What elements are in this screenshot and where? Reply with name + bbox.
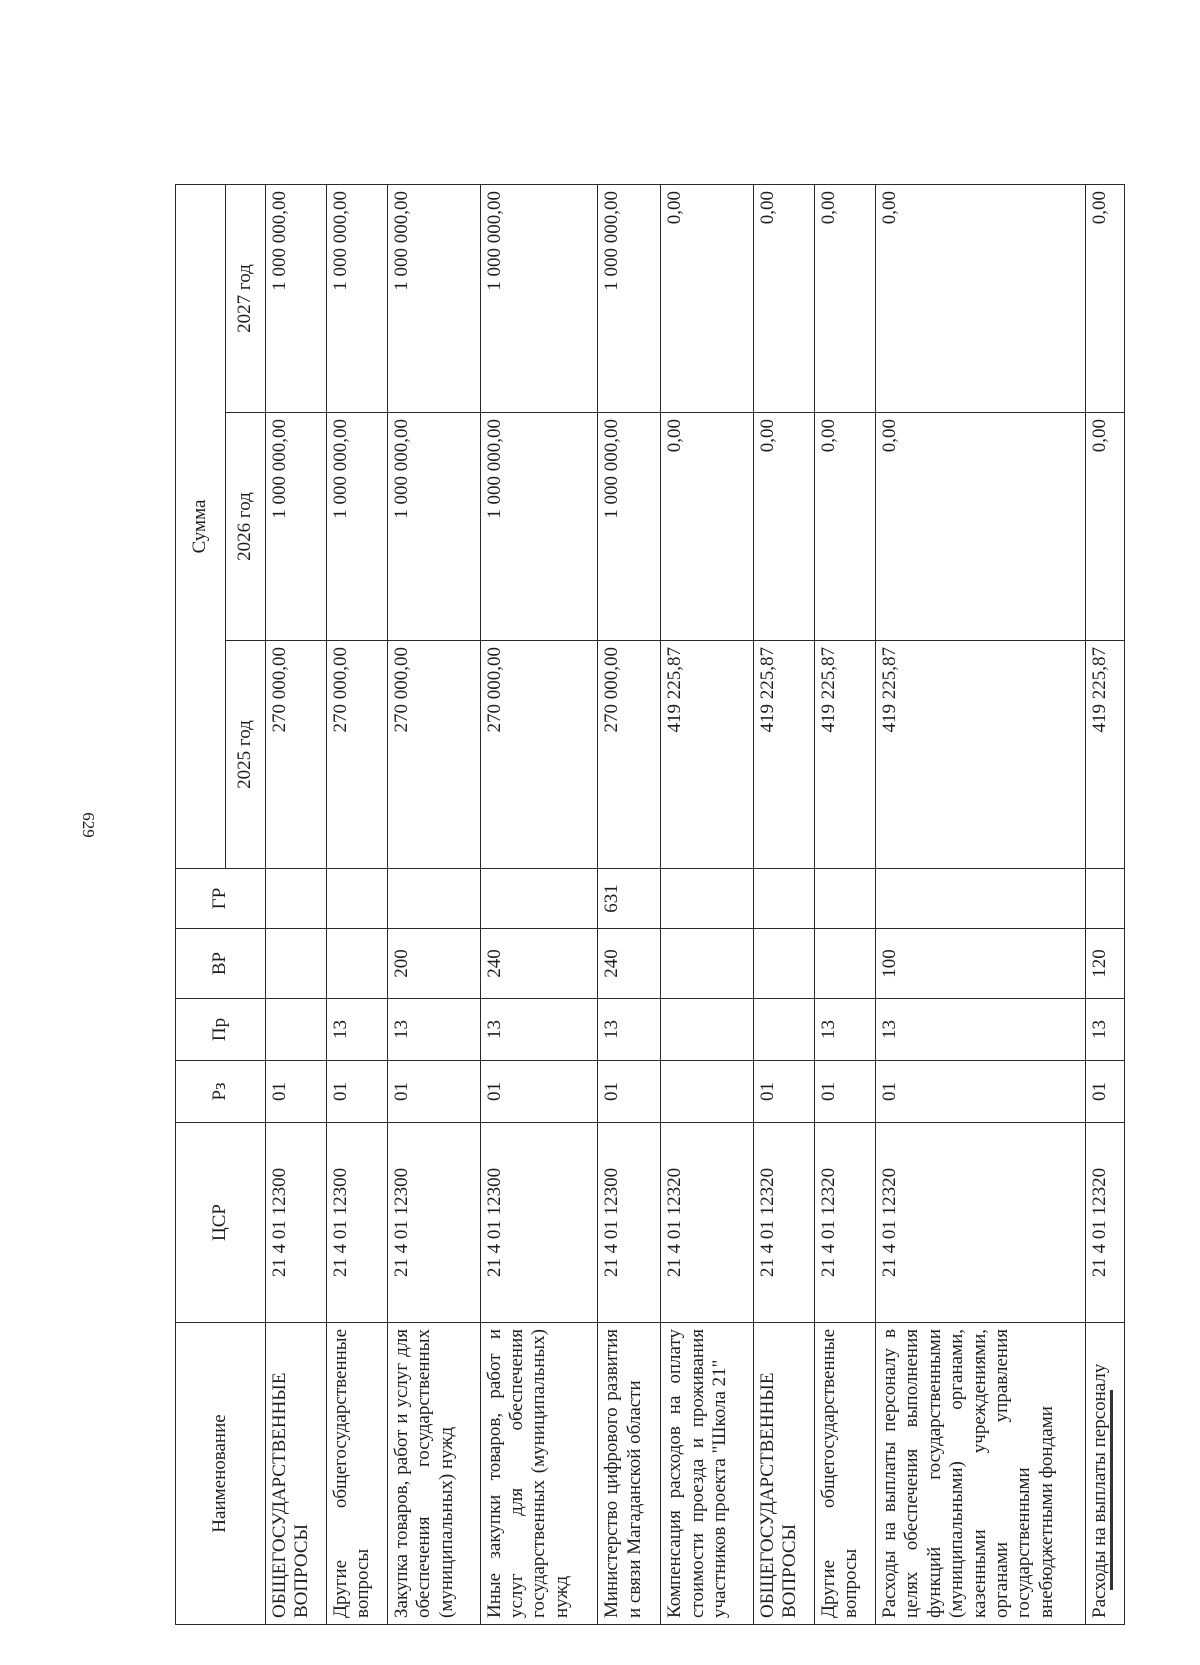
- cell-vr: [661, 929, 754, 999]
- cell-gr: [754, 869, 815, 929]
- table-row: [598, 184, 661, 1624]
- cell-name: Другие общегосударственные вопросы: [327, 1323, 388, 1625]
- cell-sum-2025: 419 225,87: [754, 641, 815, 869]
- cell-vr: 240: [480, 929, 598, 999]
- table-row: [388, 184, 481, 1624]
- cell-gr: [266, 869, 327, 929]
- cell-gr: [661, 869, 754, 929]
- cell-gr: [815, 869, 876, 929]
- cell-sum-2026: 1 000 000,00: [480, 413, 598, 641]
- cell-csr: 21 4 01 12300: [266, 1123, 327, 1323]
- cell-csr: 21 4 01 12300: [388, 1123, 481, 1323]
- cell-pr: 13: [1086, 999, 1125, 1061]
- page-number: 629: [79, 812, 98, 838]
- cell-sum-2026: 0,00: [661, 413, 754, 641]
- cell-rz: 01: [754, 1061, 815, 1123]
- cell-rz: 01: [598, 1061, 661, 1123]
- table-row: [266, 184, 327, 1624]
- header-gr: ГР: [176, 869, 266, 929]
- cell-sum-2025: 419 225,87: [661, 641, 754, 869]
- cell-rz: 01: [388, 1061, 481, 1123]
- cell-name: Расходы на выплаты персоналу: [1086, 1323, 1125, 1625]
- cell-pr: [661, 999, 754, 1061]
- cell-pr: [754, 999, 815, 1061]
- cell-sum-2027: 1 000 000,00: [388, 184, 481, 412]
- cell-vr: 240: [598, 929, 661, 999]
- cell-sum-2026: 1 000 000,00: [266, 413, 327, 641]
- cell-name: Иные закупки товаров, работ и услуг для обеспечения государственных (муниципальных) нужд: [480, 1323, 598, 1625]
- cell-csr: 21 4 01 12320: [661, 1123, 754, 1323]
- cell-vr: 120: [1086, 929, 1125, 999]
- header-sum: Сумма: [176, 184, 226, 868]
- header-vr: ВР: [176, 929, 266, 999]
- cell-sum-2025: 270 000,00: [388, 641, 481, 869]
- table-row: [661, 184, 754, 1624]
- header-name: Наименование: [176, 1323, 266, 1625]
- cell-sum-2026: 0,00: [1086, 413, 1125, 641]
- cell-rz: 01: [815, 1061, 876, 1123]
- cell-sum-2025: 419 225,87: [815, 641, 876, 869]
- cell-name: Закупка товаров, работ и услуг для обеспечения государственных (муниципальных) нужд: [388, 1323, 481, 1625]
- cell-gr: [388, 869, 481, 929]
- table-row: [1086, 184, 1125, 1624]
- cell-csr: 21 4 01 12320: [1086, 1123, 1125, 1323]
- cell-sum-2026: 1 000 000,00: [388, 413, 481, 641]
- cell-sum-2025: 270 000,00: [266, 641, 327, 869]
- cell-name: Министерство цифрового развития и связи Магаданской области: [598, 1323, 661, 1625]
- cell-vr: 200: [388, 929, 481, 999]
- cell-csr: 21 4 01 12320: [754, 1123, 815, 1323]
- cell-sum-2027: 0,00: [815, 184, 876, 412]
- cell-sum-2025: 270 000,00: [598, 641, 661, 869]
- cell-gr: [327, 869, 388, 929]
- cell-name: Расходы на выплаты персоналу в целях обеспечения выполнения функций государственными (муниципальными) органами, казенными учреждениями, органами управления государственными внебюджетными фондами: [876, 1323, 1086, 1625]
- cell-name: ОБЩЕГОСУДАРСТВЕННЫЕ ВОПРОСЫ: [754, 1323, 815, 1625]
- header-rz: Рз: [176, 1061, 266, 1123]
- table-row: [876, 184, 1086, 1624]
- cell-gr: 631: [598, 869, 661, 929]
- cell-gr: [876, 869, 1086, 929]
- cell-sum-2026: 1 000 000,00: [327, 413, 388, 641]
- table-body: [266, 184, 1125, 1624]
- cell-csr: 21 4 01 12300: [480, 1123, 598, 1323]
- cell-gr: [1086, 869, 1125, 929]
- cell-sum-2025: 270 000,00: [327, 641, 388, 869]
- cell-sum-2027: 1 000 000,00: [266, 184, 327, 412]
- cell-vr: [754, 929, 815, 999]
- cell-rz: 01: [327, 1061, 388, 1123]
- cell-pr: [266, 999, 327, 1061]
- cell-sum-2027: 1 000 000,00: [598, 184, 661, 412]
- header-year-2026: 2026 год: [226, 413, 266, 641]
- cell-csr: 21 4 01 12300: [598, 1123, 661, 1323]
- cell-sum-2025: 270 000,00: [480, 641, 598, 869]
- cell-name: Компенсация расходов на оплату стоимости проезда и проживания участников проекта "Школа 21": [661, 1323, 754, 1625]
- cell-vr: [815, 929, 876, 999]
- scan-edge-line: [1110, 1390, 1113, 1590]
- budget-table-container: [175, 185, 1125, 1625]
- cell-name: ОБЩЕГОСУДАРСТВЕННЫЕ ВОПРОСЫ: [266, 1323, 327, 1625]
- table-row: [327, 184, 388, 1624]
- cell-sum-2027: 0,00: [876, 184, 1086, 412]
- cell-pr: 13: [480, 999, 598, 1061]
- cell-pr: 13: [876, 999, 1086, 1061]
- cell-rz: 01: [480, 1061, 598, 1123]
- cell-name: Другие общегосударственные вопросы: [815, 1323, 876, 1625]
- cell-pr: 13: [598, 999, 661, 1061]
- cell-rz: 01: [1086, 1061, 1125, 1123]
- table-row: [480, 184, 598, 1624]
- cell-sum-2027: 0,00: [661, 184, 754, 412]
- header-year-2027: 2027 год: [226, 184, 266, 412]
- cell-csr: 21 4 01 12320: [876, 1123, 1086, 1323]
- cell-rz: 01: [266, 1061, 327, 1123]
- cell-sum-2026: 0,00: [815, 413, 876, 641]
- cell-sum-2027: 1 000 000,00: [327, 184, 388, 412]
- cell-sum-2026: 0,00: [876, 413, 1086, 641]
- cell-pr: 13: [327, 999, 388, 1061]
- header-csr: ЦСР: [176, 1123, 266, 1323]
- cell-rz: [661, 1061, 754, 1123]
- cell-sum-2026: 0,00: [754, 413, 815, 641]
- table-row: [754, 184, 815, 1624]
- cell-csr: 21 4 01 12300: [327, 1123, 388, 1323]
- cell-sum-2025: 419 225,87: [876, 641, 1086, 869]
- cell-vr: [266, 929, 327, 999]
- header-pr: Пр: [176, 999, 266, 1061]
- cell-pr: 13: [388, 999, 481, 1061]
- table-row: [815, 184, 876, 1624]
- cell-sum-2027: 1 000 000,00: [480, 184, 598, 412]
- cell-vr: [327, 929, 388, 999]
- cell-sum-2027: 0,00: [754, 184, 815, 412]
- cell-gr: [480, 869, 598, 929]
- cell-sum-2025: 419 225,87: [1086, 641, 1125, 869]
- cell-sum-2026: 1 000 000,00: [598, 413, 661, 641]
- cell-sum-2027: 0,00: [1086, 184, 1125, 412]
- cell-pr: 13: [815, 999, 876, 1061]
- cell-csr: 21 4 01 12320: [815, 1123, 876, 1323]
- cell-vr: 100: [876, 929, 1086, 999]
- budget-table: [175, 184, 1125, 1625]
- cell-rz: 01: [876, 1061, 1086, 1123]
- header-year-2025: 2025 год: [226, 641, 266, 869]
